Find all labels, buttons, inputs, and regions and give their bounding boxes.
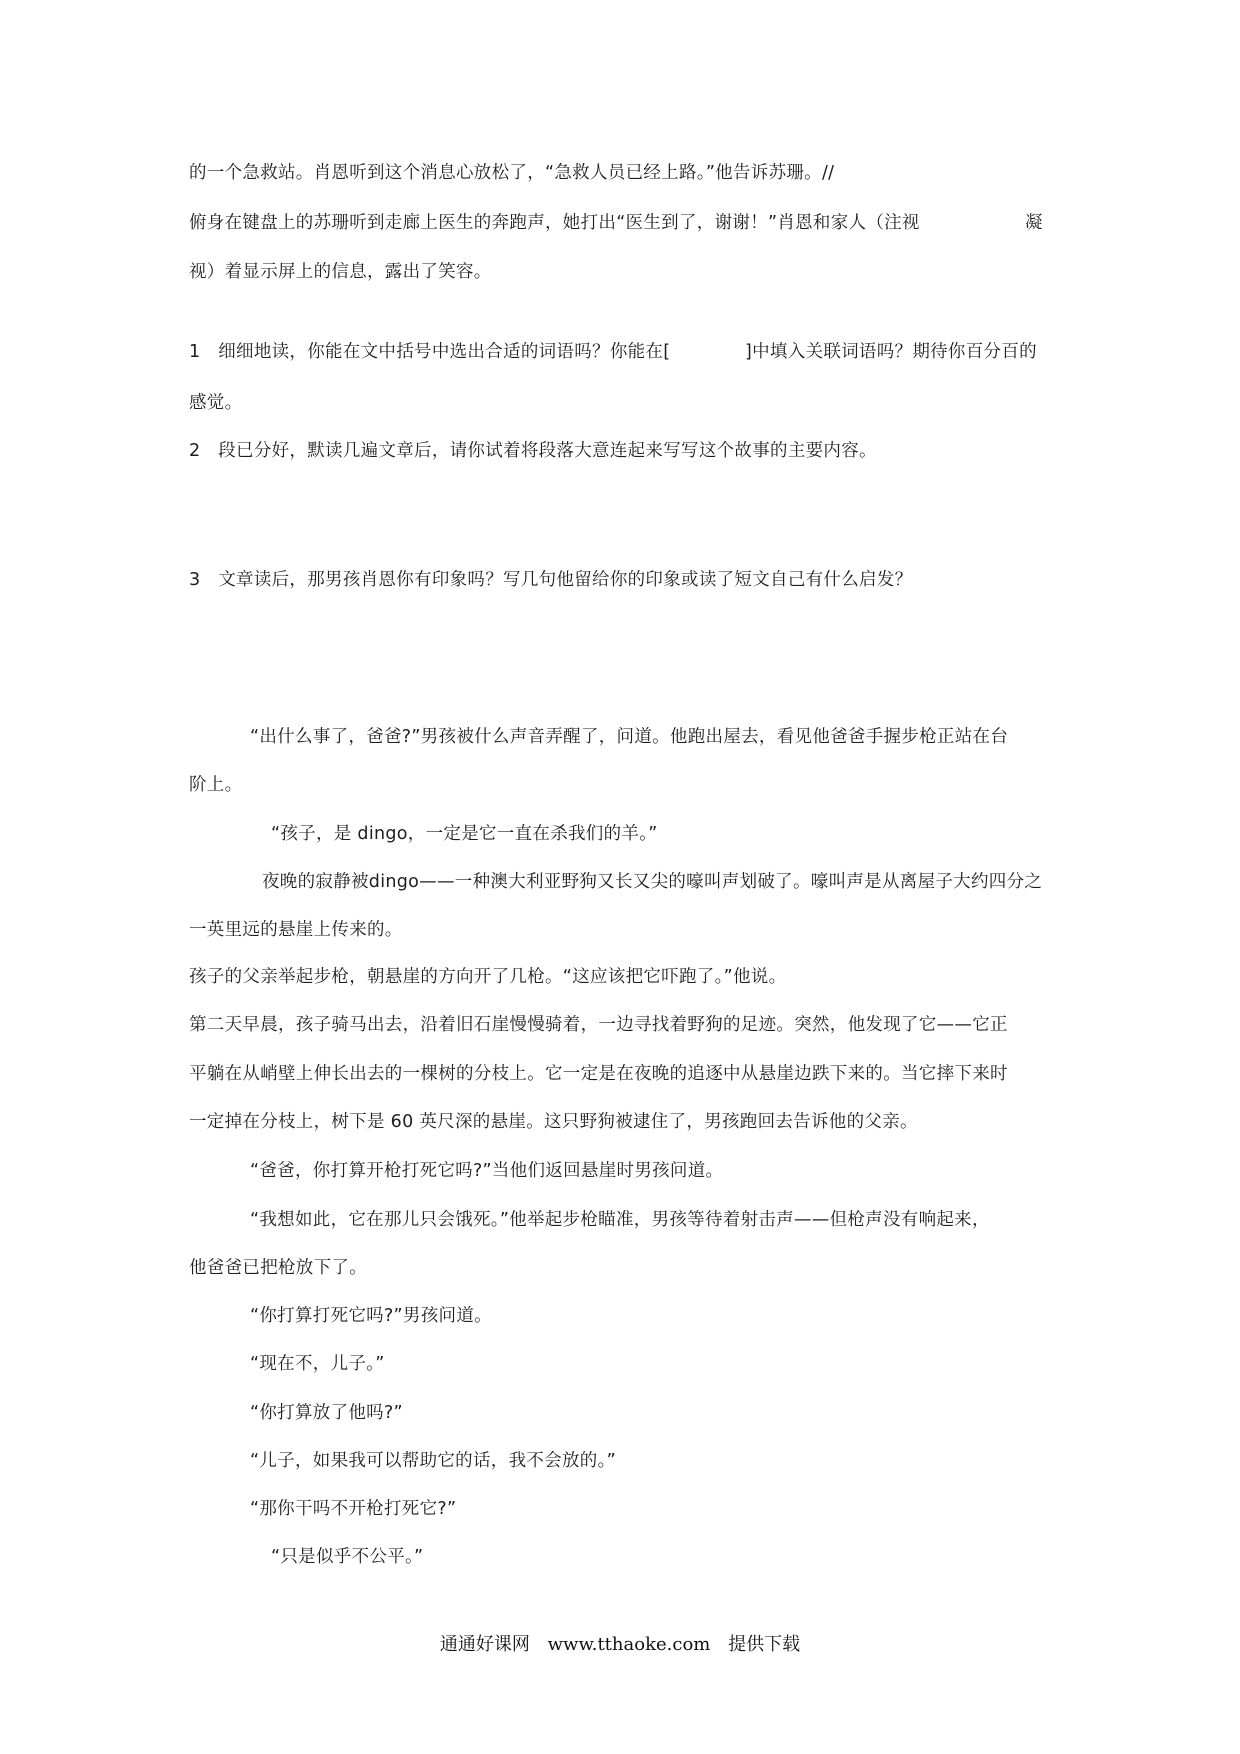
question-1-line2: 感觉。 [189, 393, 243, 413]
story-paragraph: “那你干吗不开枪打死它?” [250, 1499, 457, 1519]
story-paragraph: 孩子的父亲举起步枪，朝悬崖的方向开了几枪。“这应该把它吓跑了。”他说。 [189, 967, 787, 987]
question-1-cont: ]中填入关联词语吗？期待你百分百的 [745, 342, 1037, 362]
story-paragraph: “我想如此，它在那儿只会饿死。”他举起步枪瞄准，男孩等待着射击声——但枪声没有响起来， [250, 1210, 990, 1230]
passage-line: 的一个急救站。肖恩听到这个消息心放松了，“急救人员已经上路。”他告诉苏珊。// [189, 163, 835, 183]
story-paragraph: “只是似乎不公平。” [271, 1547, 424, 1567]
page-footer [0, 1633, 1240, 1657]
footer-site-name: 通通好课网 [439, 1634, 530, 1655]
story-paragraph: 夜晚的寂静被dingo——一种澳大利亚野狗又长又尖的嚎叫声划破了。嚎叫声是从离屋子大约四分之 [262, 872, 1043, 892]
passage-line: 俯身在键盘上的苏珊听到走廊上医生的奔跑声，她打出“医生到了，谢谢！”肖恩和家人（注视 [189, 213, 920, 233]
story-paragraph: 一定掉在分枝上，树下是 60 英尺深的悬崖。这只野狗被逮住了，男孩跑回去告诉他的父亲。 [189, 1112, 918, 1132]
footer-suffix: 提供下载 [728, 1634, 801, 1655]
question-1: 1 细细地读，你能在文中括号中选出合适的词语吗？你能在[ [189, 342, 671, 362]
story-paragraph: “你打算放了他吗?” [250, 1403, 403, 1423]
story-paragraph: “儿子，如果我可以帮助它的话，我不会放的。” [250, 1451, 616, 1471]
story-paragraph: “孩子，是 dingo，一定是它一直在杀我们的羊。” [271, 824, 658, 844]
question-2: 2 段已分好，默读几遍文章后，请你试着将段落大意连起来写写这个故事的主要内容。 [189, 441, 877, 461]
story-paragraph: 第二天早晨，孩子骑马出去，沿着旧石崖慢慢骑着，一边寻找着野狗的足迹。突然，他发现了它——它正 [189, 1015, 1008, 1035]
passage-line: 凝 [1025, 213, 1043, 233]
footer-url[interactable]: www.tthaoke.com [547, 1634, 711, 1655]
question-3: 3 文章读后，那男孩肖恩你有印象吗？写几句他留给你的印象或读了短文自己有什么启发？ [189, 570, 913, 590]
story-paragraph: 阶上。 [189, 775, 243, 795]
story-paragraph: “现在不，儿子。” [250, 1354, 385, 1374]
passage-line: 视）着显示屏上的信息，露出了笑容。 [189, 262, 492, 282]
story-paragraph: 平躺在从峭壁上伸长出去的一棵树的分枝上。它一定是在夜晚的追逐中从悬崖边跌下来的。当它摔下来时 [189, 1064, 1008, 1084]
story-paragraph: “爸爸，你打算开枪打死它吗?”当他们返回悬崖时男孩问道。 [250, 1161, 724, 1181]
story-paragraph: 他爸爸已把枪放下了。 [189, 1258, 367, 1278]
story-paragraph: 一英里远的悬崖上传来的。 [189, 920, 403, 940]
story-paragraph: “出什么事了，爸爸?”男孩被什么声音弄醒了，问道。他跑出屋去，看见他爸爸手握步枪正站在台 [250, 727, 1009, 747]
story-paragraph: “你打算打死它吗?”男孩问道。 [250, 1306, 492, 1326]
